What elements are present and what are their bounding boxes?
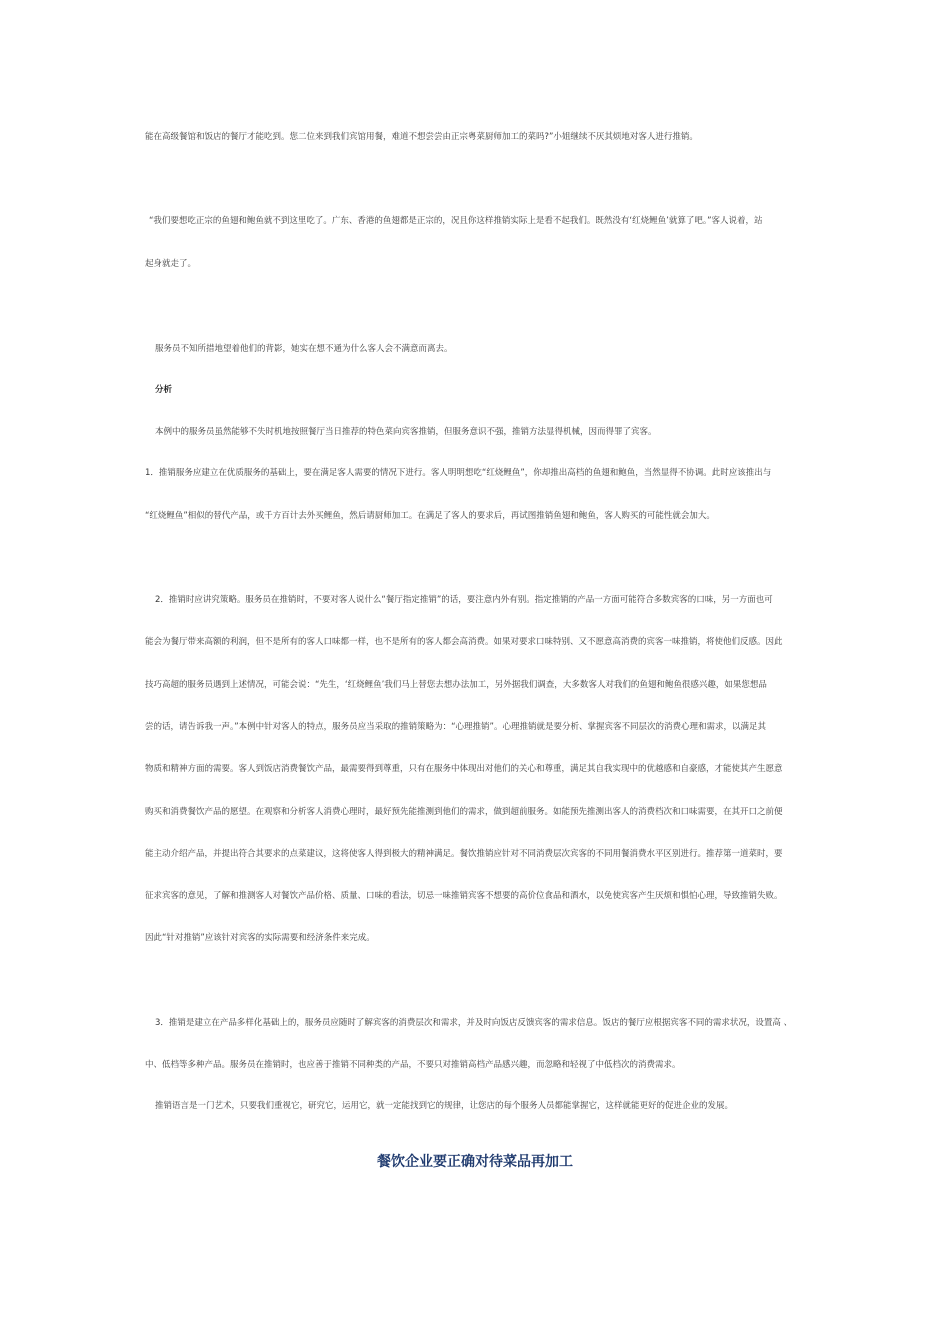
- paragraph-line: 能在高级餐馆和饭店的餐厅才能吃到。您二位来到我们宾馆用餐，难道不想尝尝由正宗粤菜厨师加工的菜吗?”小姐继续不厌其烦地对客人进行推销。: [145, 132, 698, 142]
- paragraph-line: 技巧高超的服务员遇到上述情况，可能会说：“先生，‘红烧鲤鱼’我们马上替您去想办法加工，另外据我们调查，大多数客人对我们的鱼翅和鲍鱼很感兴趣，如果您想品: [145, 680, 767, 690]
- paragraph-line: 3．推销是建立在产品多样化基础上的，服务员应随时了解宾客的消费层次和需求，并及时向饭店反馈宾客的需求信息。饭店的餐厅应根据宾客不同的需求状况，设置高 、: [155, 1018, 793, 1028]
- paragraph-line: 1．推销服务应建立在优质服务的基础上，要在满足客人需要的情况下进行。客人明明想吃“红烧鲤鱼”，你却推出高档的鱼翅和鲍鱼，当然显得不协调。此时应该推出与: [145, 468, 772, 478]
- paragraph-line: 2．推销时应讲究策略。服务员在推销时，不要对客人说什么“餐厅指定推销”的话，要注意内外有别。指定推销的产品一方面可能符合多数宾客的口味，另一方面也可: [155, 595, 773, 605]
- paragraph-line: 物质和精神方面的需要。客人到饭店消费餐饮产品，最需要得到尊重，只有在服务中体现出对他们的关心和尊重，满足其自我实现中的优越感和自豪感，才能使其产生愿意: [145, 764, 783, 774]
- paragraph-line: 起身就走了。: [145, 259, 197, 269]
- paragraph-line: 推销语言是一门艺术，只要我们重视它，研究它，运用它，就一定能找到它的规律，让您店的每个服务人员都能掌握它，这样就能更好的促进企业的发展。: [155, 1101, 734, 1111]
- paragraph-line: 尝的话，请告诉我一声。”本例中针对客人的特点，服务员应当采取的推销策略为：“心理推销”。心理推销就是要分析、掌握宾客不同层次的消费心理和需求，以满足其: [145, 722, 766, 732]
- paragraph-line: 能主动介绍产品，并提出符合其要求的点菜建议，这将使客人得到极大的精神满足。餐饮推销应针对不同消费层次宾客的不同用餐消费水平区别进行。推荐第一道菜时，要: [145, 849, 783, 859]
- paragraph-line: 服务员不知所措地望着他们的背影，她实在想不通为什么客人会不满意而离去。: [155, 344, 453, 354]
- paragraph-line: 购买和消费餐饮产品的愿望。在观察和分析客人消费心理时，最好预先能推测到他们的需求，做到超前服务。如能预先推测出客人的消费档次和口味需要，在其开口之前便: [145, 807, 783, 817]
- paragraph-line: 征求宾客的意见，了解和推测客人对餐饮产品价格、质量、口味的看法，切忌一味推销宾客不想要的高价位食品和酒水，以免使宾客产生厌烦和惧怕心理，导致推销失败。: [145, 891, 783, 901]
- article-title: 餐饮企业要正确对待菜品再加工: [377, 1154, 573, 1170]
- paragraph-line: 因此“针对推销”应该针对宾客的实际需要和经济条件来完成。: [145, 933, 375, 943]
- paragraph-line: “红烧鲤鱼”相似的替代产品，或千方百计去外买鲤鱼，然后请厨师加工。在满足了客人的要求后，再试图推销鱼翅和鲍鱼，客人购买的可能性就会加大。: [145, 511, 715, 521]
- paragraph-line: 能会为餐厅带来高额的利润，但不是所有的客人口味都一样，也不是所有的客人都会高消费。如果对要求口味特别、又不愿意高消费的宾客一味推销，将使他们反感。因此: [145, 637, 783, 647]
- paragraph-line: 本例中的服务员虽然能够不失时机地按照餐厅当日推荐的特色菜向宾客推销，但服务意识不强，推销方法显得机械，因而得罪了宾客。: [155, 427, 657, 437]
- section-heading: 分析: [155, 385, 173, 395]
- paragraph-line: “我们要想吃正宗的鱼翅和鲍鱼就不到这里吃了。广东、香港的鱼翅都是正宗的，况且你这样推销实际上是看不起我们。既然没有‘红烧鲤鱼’就算了吧。”客人说着，站: [149, 216, 763, 226]
- paragraph-line: 中、低档等多种产品。服务员在推销时，也应善于推销不同种类的产品，不要只对推销高档产品感兴趣，而忽略和轻视了中低档次的消费需求。: [145, 1060, 681, 1070]
